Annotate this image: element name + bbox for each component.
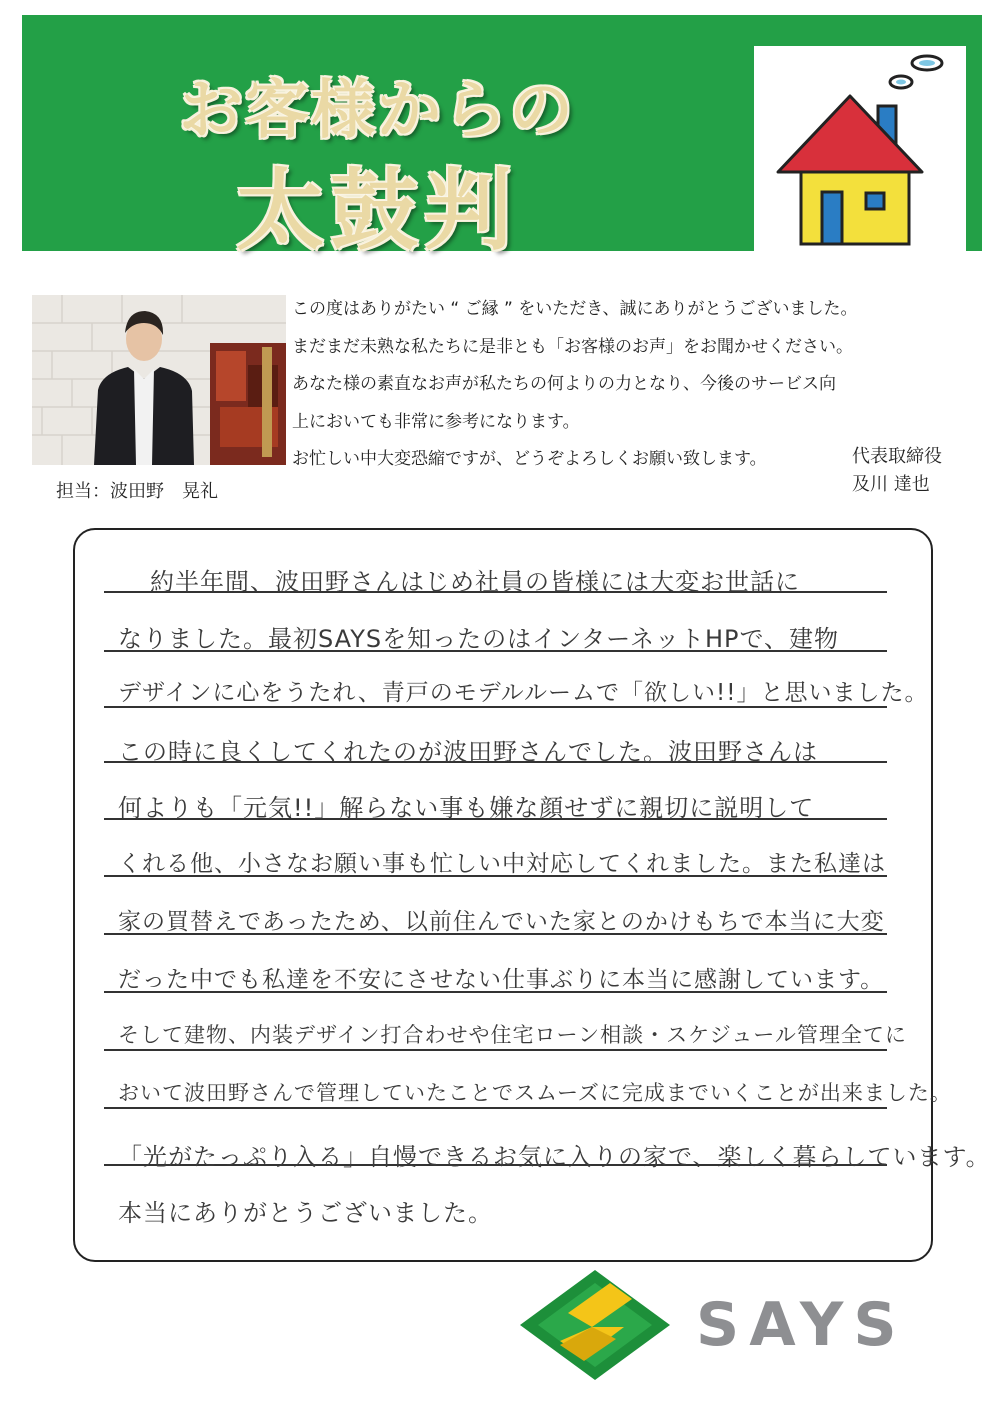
testimonial-line: 「光がたっぷり入る」自慢できるお気に入りの家で、楽しく暮らしています。: [118, 1143, 991, 1171]
page-title-line1: お客様からの: [179, 74, 575, 148]
greeting-line: お忙しい中大変恐縮ですが、どうぞよろしくお願い致します。: [292, 449, 767, 469]
testimonial-line: そして建物、内装デザイン打合わせや住宅ローン相談・スケジュール管理全てに: [118, 1023, 907, 1047]
president-signature: [852, 443, 942, 499]
house-icon: [754, 46, 966, 256]
testimonial-line: この時に良くしてくれたのが波田野さんでした。波田野さんは: [118, 738, 818, 766]
staff-label: 担当：波田野 晃礼: [56, 481, 218, 502]
testimonial-line: おいて波田野さんで管理していたことでスムーズに完成までいくことが出来ました。: [118, 1081, 952, 1105]
president-title: 代表取締役: [852, 446, 942, 467]
testimonial-line: 家の買替えであったため、以前住んでいた家とのかけもちで本当に大変: [118, 909, 885, 935]
testimonial-line: 本当にありがとうございました。: [118, 1199, 493, 1227]
greeting-line: 上においても非常に参考になります。: [292, 411, 580, 432]
testimonial-line: なりました。最初SAYSを知ったのはインターネットHPで、建物: [118, 625, 840, 653]
testimonial-line: くれる他、小さなお願い事も忙しい中対応してくれました。また私達は: [118, 851, 886, 877]
says-logo-text: SAYS: [696, 1290, 907, 1360]
header-banner: [22, 15, 982, 262]
ruled-line: [104, 1049, 887, 1051]
greeting-line: まだまだ未熟な私たちに是非とも「お客様のお声」をお聞かせください。: [292, 336, 853, 357]
smoke-icon: [890, 56, 942, 88]
testimonial-line: デザインに心をうたれ、青戸のモデルルームで「欲しい!!」と思いました。: [118, 680, 929, 706]
testimonial-line: 約半年間、波田野さんはじめ社員の皆様には大変お世話に: [150, 568, 800, 596]
page-title-line2: 太鼓判: [235, 159, 518, 262]
testimonial-line: だった中でも私達を不安にさせない仕事ぶりに本当に感謝しています。: [118, 967, 885, 993]
greeting-line: あなた様の素直なお声が私たちの何よりの力となり、今後のサービス向: [292, 374, 836, 394]
greeting-line: この度はありがたい “ ご縁 ” をいただき、誠にありがとうございました。: [292, 299, 858, 319]
president-name: 及川 達也: [852, 474, 930, 495]
staff-photo: [32, 295, 286, 465]
house-illustration: [754, 46, 966, 256]
ruled-line: [104, 1107, 887, 1109]
testimonial-line: 何よりも「元気!!」解らない事も嫌な顔せずに親切に説明して: [118, 794, 815, 822]
